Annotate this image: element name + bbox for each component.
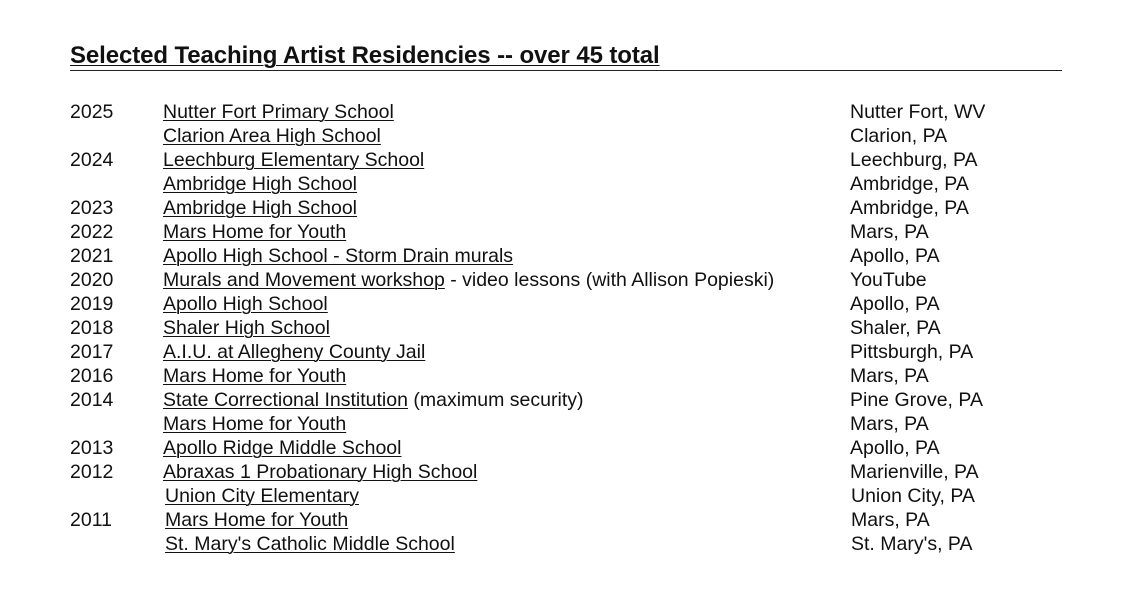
school-link[interactable]: State Correctional Institution (163, 389, 408, 411)
residency-location: Clarion, PA (850, 125, 948, 147)
residency-school (163, 340, 425, 364)
school-link[interactable]: Murals and Movement workshop (163, 269, 445, 291)
residency-school (163, 316, 330, 340)
residency-row (0, 148, 1146, 172)
residency-row (0, 124, 1146, 148)
school-link[interactable]: Apollo Ridge Middle School (163, 437, 402, 459)
residency-year: 2025 (70, 101, 114, 123)
residency-year: 2017 (70, 341, 114, 363)
residency-row (0, 532, 1146, 556)
residency-location: Apollo, PA (850, 245, 940, 267)
residency-row (0, 364, 1146, 388)
residency-school (163, 124, 381, 148)
residency-location: Marienville, PA (850, 461, 979, 483)
residency-row (0, 196, 1146, 220)
school-link[interactable]: Mars Home for Youth (163, 413, 347, 435)
school-link[interactable]: Ambridge High School (163, 197, 358, 219)
school-link[interactable]: Mars Home for Youth (165, 509, 349, 531)
school-link[interactable]: Nutter Fort Primary School (163, 101, 394, 123)
school-link[interactable]: Mars Home for Youth (163, 365, 347, 387)
residency-location: St. Mary's, PA (851, 533, 973, 555)
residency-row (0, 508, 1146, 532)
residency-school (163, 196, 357, 220)
residency-row (0, 100, 1146, 124)
school-link[interactable]: Leechburg Elementary School (163, 149, 425, 171)
residency-location: YouTube (850, 269, 927, 291)
residency-row (0, 484, 1146, 508)
residency-year: 2021 (70, 245, 114, 267)
residency-row (0, 388, 1146, 412)
residency-location: Nutter Fort, WV (850, 101, 986, 123)
residency-row (0, 292, 1146, 316)
residency-school (165, 508, 348, 532)
residency-location: Mars, PA (850, 365, 929, 387)
residency-school (163, 388, 583, 412)
residency-location: Ambridge, PA (850, 197, 969, 219)
school-link[interactable]: A.I.U. at Allegheny County Jail (163, 341, 426, 363)
residency-location: Shaler, PA (850, 317, 941, 339)
residency-year: 2013 (70, 437, 114, 459)
residency-list (0, 100, 1146, 556)
residency-location: Ambridge, PA (850, 173, 969, 195)
residency-school (163, 364, 346, 388)
residency-school (163, 100, 394, 124)
residency-year: 2016 (70, 365, 114, 387)
residency-year: 2022 (70, 221, 114, 243)
school-link[interactable]: St. Mary's Catholic Middle School (165, 533, 455, 555)
school-link[interactable]: Abraxas 1 Probationary High School (163, 461, 478, 483)
residency-school (165, 532, 455, 556)
residency-year: 2019 (70, 293, 114, 315)
residency-year: 2024 (70, 149, 114, 171)
residency-location: Pittsburgh, PA (850, 341, 974, 363)
residency-year: 2012 (70, 461, 114, 483)
school-link[interactable]: Mars Home for Youth (163, 221, 347, 243)
residency-location: Leechburg, PA (850, 149, 978, 171)
residency-school (163, 436, 401, 460)
residency-row (0, 436, 1146, 460)
residency-school (163, 292, 328, 316)
school-link[interactable]: Apollo High School - Storm Drain murals (163, 245, 514, 267)
residency-row (0, 316, 1146, 340)
school-link[interactable]: Ambridge High School (163, 173, 358, 195)
residency-location: Mars, PA (850, 413, 929, 435)
residency-school (163, 460, 477, 484)
residency-school (163, 268, 774, 292)
residency-school (163, 172, 357, 196)
school-link[interactable]: Clarion Area High School (163, 125, 381, 147)
residency-year: 2011 (70, 509, 112, 531)
residency-year: 2023 (70, 197, 114, 219)
residency-row (0, 172, 1146, 196)
residency-row (0, 412, 1146, 436)
residency-row (0, 268, 1146, 292)
residency-location: Mars, PA (850, 221, 929, 243)
residency-location: Mars, PA (851, 509, 930, 531)
residency-school (165, 484, 359, 508)
residency-year: 2018 (70, 317, 114, 339)
residency-row (0, 460, 1146, 484)
residency-school (163, 412, 346, 436)
residency-year: 2014 (70, 389, 114, 411)
school-link[interactable]: Apollo High School (163, 293, 328, 315)
residency-year: 2020 (70, 269, 114, 291)
residency-row (0, 220, 1146, 244)
school-link[interactable]: Shaler High School (163, 317, 330, 339)
residency-row (0, 340, 1146, 364)
residency-school (163, 244, 513, 268)
residency-location: Pine Grove, PA (850, 389, 983, 411)
residency-school (163, 148, 424, 172)
residency-note: - video lessons (with Allison Popieski) (444, 269, 775, 291)
residency-location: Apollo, PA (850, 437, 940, 459)
residency-school (163, 220, 346, 244)
school-link[interactable]: Union City Elementary (165, 485, 359, 507)
page-title: Selected Teaching Artist Residencies -- over 45 total (70, 42, 660, 69)
residency-location: Apollo, PA (850, 293, 940, 315)
residency-note: (maximum security) (407, 389, 584, 411)
residency-location: Union City, PA (851, 485, 975, 507)
residency-row (0, 244, 1146, 268)
page-heading (70, 42, 1062, 71)
